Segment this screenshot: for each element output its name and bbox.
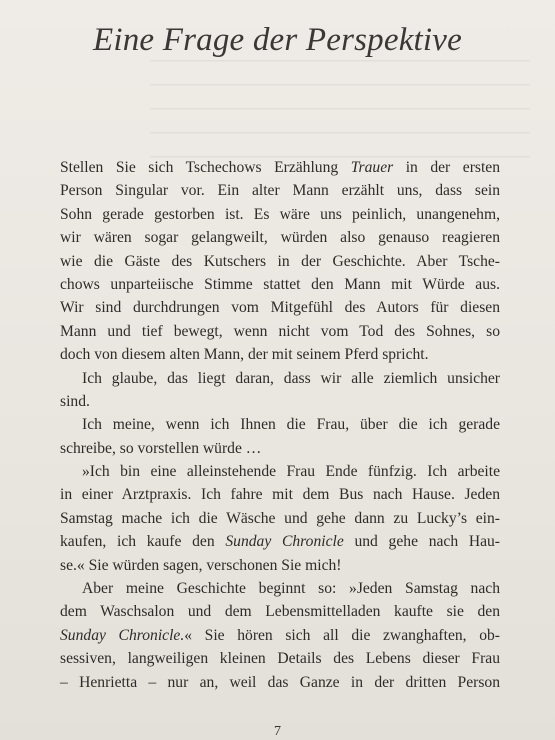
italic-text: Sunday Chronicle. (60, 626, 185, 644)
body-text (60, 156, 500, 694)
text-line (60, 320, 500, 343)
text-line (60, 273, 500, 296)
text-line (60, 203, 500, 226)
text-line (60, 437, 500, 460)
show-through-texture (150, 60, 530, 160)
text-segment: wir wären sogar gelangweilt, würden also genauso reagieren (60, 229, 500, 247)
text-line (60, 671, 500, 694)
text-segment: und gehe nach Hau- (343, 533, 501, 551)
text-segment: Mann und tief bewegt, wenn nicht vom Tod des Sohnes, so (60, 322, 500, 340)
text-line (60, 554, 500, 577)
text-line (60, 460, 500, 483)
text-segment: kaufen, ich kaufe den (60, 533, 226, 551)
text-segment: wie die Gäste des Kutschers in der Geschichte. Aber Tsche- (60, 252, 500, 270)
text-segment: dem Waschsalon und dem Lebensmittelladen kaufte sie den (60, 603, 500, 621)
text-segment: Samstag mache ich die Wäsche und gehe dann zu Lucky’s ein- (60, 509, 500, 527)
text-line (60, 343, 500, 366)
text-segment: Person Singular vor. Ein alter Mann erzählt uns, dass sein (60, 182, 500, 200)
text-line (60, 600, 500, 623)
text-line (60, 156, 500, 179)
text-segment: Ich glaube, das liegt daran, dass wir alle ziemlich unsicher (82, 369, 500, 387)
text-segment: Stellen Sie sich Tschechows Erzählung (60, 159, 351, 176)
text-line (60, 624, 500, 647)
text-segment: Aber meine Geschichte beginnt so: »Jeden Samstag nach (82, 580, 500, 598)
text-segment: « Sie hören sich all die zwanghaften, ob- (184, 626, 500, 644)
text-line (60, 483, 500, 506)
text-segment: »Ich bin eine alleinstehende Frau Ende fünfzig. Ich arbeite (82, 463, 500, 481)
text-segment: sessiven, langweiligen kleinen Details des Lebens dieser Frau (60, 650, 500, 668)
text-segment: schreibe, so vorstellen würde … (60, 439, 262, 457)
text-segment: in der ersten (393, 159, 501, 176)
italic-text: Sunday Chronicle (225, 533, 344, 551)
text-line (60, 390, 500, 413)
text-segment: se.« Sie würden sagen, verschonen Sie mich! (60, 556, 342, 574)
text-segment: Sohn gerade gestorben ist. Es wäre uns peinlich, unangenehm, (60, 205, 500, 223)
italic-text: Trauer (350, 159, 394, 176)
text-line (60, 250, 500, 273)
text-segment: – Henrietta – nur an, weil das Ganze in der dritten Person (60, 673, 500, 691)
text-line (60, 367, 500, 390)
text-segment: Wir sind durchdrungen vom Mitgefühl des Autors für diesen (60, 299, 500, 317)
text-line (60, 507, 500, 530)
text-line (60, 296, 500, 319)
text-segment: Ich meine, wenn ich Ihnen die Frau, über die ich gerade (82, 416, 500, 434)
text-segment: doch von diesem alten Mann, der mit seinem Pferd spricht. (60, 346, 429, 364)
chapter-title: Eine Frage der Perspektive (93, 22, 462, 58)
text-line (60, 647, 500, 670)
text-line (60, 530, 500, 553)
text-segment: in einer Arztpraxis. Ich fahre mit dem Bus nach Hause. Jeden (60, 486, 500, 504)
text-line (60, 179, 500, 202)
text-segment: chows unparteiische Stimme stattet den Mann mit Würde aus. (60, 275, 500, 293)
text-line (60, 413, 500, 436)
text-line (60, 577, 500, 600)
text-segment: sind. (60, 392, 90, 410)
page-number: 7 (274, 724, 281, 739)
text-line (60, 226, 500, 249)
